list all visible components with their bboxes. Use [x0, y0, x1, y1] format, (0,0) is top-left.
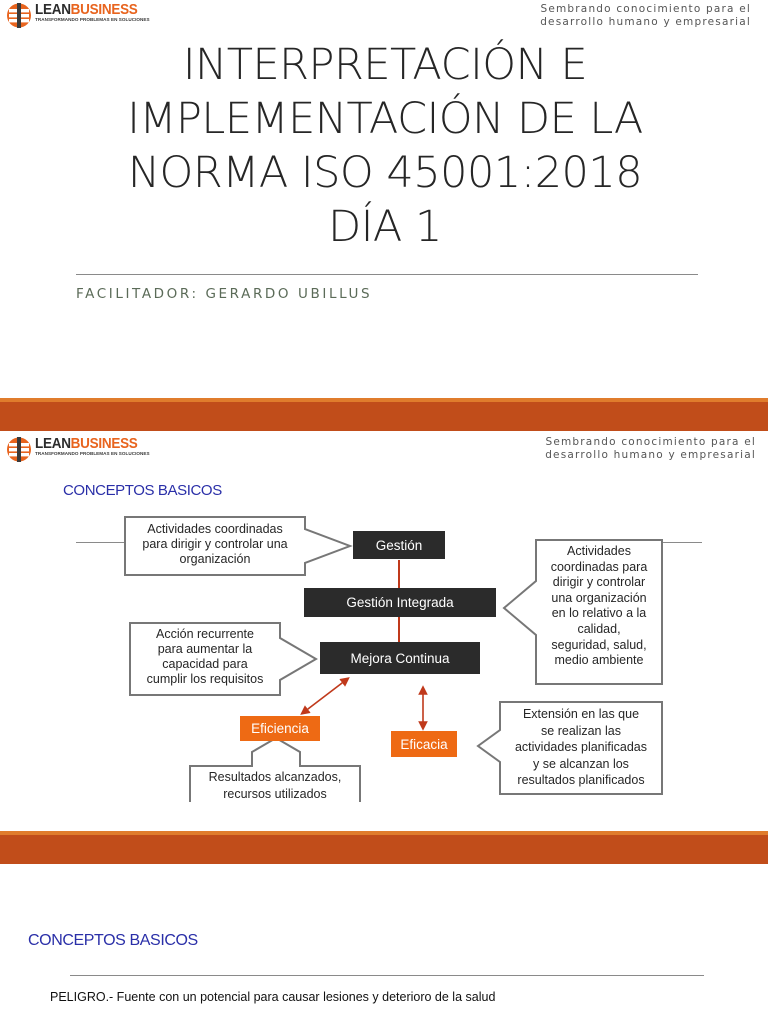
- callout-mejora-text: [132, 627, 278, 687]
- slide-title: [40, 38, 730, 254]
- tagline-line2: desarrollo humano y empresarial: [545, 449, 756, 461]
- box-eficacia: Eficacia: [391, 731, 457, 757]
- logo-slide1: [6, 2, 150, 29]
- text-line: una organización: [551, 590, 647, 605]
- tagline-line1: Sembrando conocimiento para el: [545, 436, 756, 448]
- logo-subtitle: TRANSFORMANDO PROBLEMAS EN SOLUCIONES: [35, 451, 150, 456]
- callout-integrada-text: [538, 544, 660, 669]
- box-eficiencia: Eficiencia: [240, 716, 320, 741]
- text-line: medio ambiente: [554, 653, 644, 668]
- logo-subtitle: TRANSFORMANDO PROBLEMAS EN SOLUCIONES: [35, 17, 150, 22]
- title-line2: IMPLEMENTACIÓN DE LA: [127, 94, 643, 144]
- text-line: Extensión en las que: [522, 707, 640, 721]
- logo-business: BUSINESS: [70, 1, 138, 18]
- box-gestion: Gestión: [353, 531, 445, 559]
- slide-separator-2: [0, 835, 768, 864]
- section-divider: [70, 975, 704, 976]
- text-line: capacidad para: [162, 657, 248, 671]
- section-heading-2: CONCEPTOS BASICOS: [28, 932, 198, 949]
- text-line: resultados planificados: [517, 773, 645, 787]
- title-line1: INTERPRETACIÓN E: [182, 40, 588, 90]
- logo-business: BUSINESS: [70, 435, 138, 452]
- callout-eficacia-text: [502, 706, 660, 789]
- tagline-line2: desarrollo humano y empresarial: [540, 16, 751, 28]
- text-line: Acción recurrente: [156, 627, 254, 641]
- text-line: y se alcanzan los: [533, 756, 629, 771]
- text-line: en lo relativo a la: [551, 606, 647, 621]
- text-line: dirigir y controlar: [552, 575, 646, 590]
- text-line: se realizan las: [541, 723, 621, 738]
- slide-separator-1: [0, 402, 768, 431]
- box-mejora-continua: Mejora Continua: [320, 642, 480, 674]
- arrow-eficiencia: [304, 680, 346, 712]
- callout-eficiencia-text: [192, 769, 358, 803]
- title-divider: [76, 274, 698, 275]
- tagline: [540, 3, 751, 29]
- text-line: Resultados alcanzados,: [208, 770, 342, 784]
- text-line: para dirigir y controlar una: [142, 537, 288, 551]
- logo-lean: LEAN: [35, 435, 71, 452]
- title-line3: NORMA ISO 45001:2018: [127, 148, 643, 198]
- text-line: seguridad, salud,: [551, 637, 647, 652]
- logo-icon: [6, 2, 32, 29]
- text-line: coordinadas para: [550, 559, 648, 574]
- section-heading: CONCEPTOS BASICOS: [63, 482, 222, 499]
- text-line: actividades planificadas: [514, 740, 648, 754]
- callout-gestion-text: [127, 522, 303, 567]
- text-line: calidad,: [577, 621, 621, 636]
- text-line: cumplir los requisitos: [146, 672, 264, 686]
- text-line: organización: [179, 552, 251, 566]
- text-line: Actividades coordinadas: [147, 522, 283, 536]
- tagline-line1: Sembrando conocimiento para el: [540, 3, 751, 15]
- title-line4: DÍA 1: [328, 202, 442, 252]
- text-line: para aumentar la: [157, 642, 253, 656]
- box-gestion-integrada: Gestión Integrada: [304, 588, 496, 617]
- text-line: Actividades: [567, 544, 631, 558]
- definition-peligro: PELIGRO.- Fuente con un potencial para causar lesiones y deterioro de la salud: [50, 990, 496, 1004]
- facilitator: FACILITADOR: GERARDO UBILLUS: [76, 286, 373, 302]
- logo-lean: LEAN: [35, 1, 71, 18]
- text-line: recursos utilizados: [223, 787, 327, 801]
